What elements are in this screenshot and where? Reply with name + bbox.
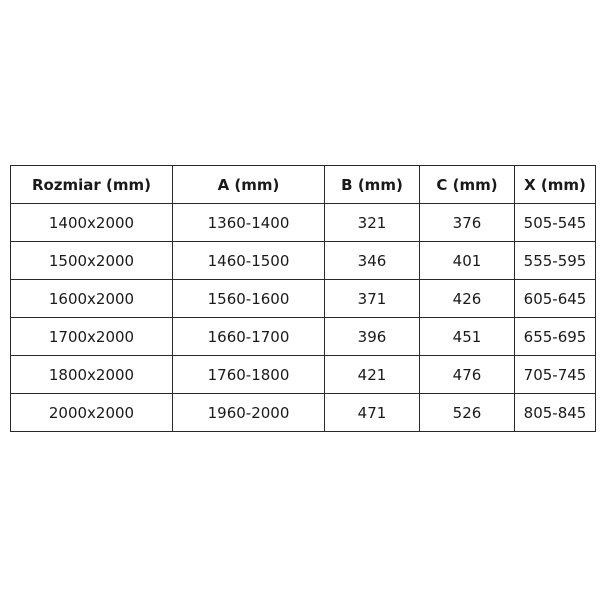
header-x: X (mm) xyxy=(515,166,596,204)
cell-x: 655-695 xyxy=(515,318,596,356)
cell-a: 1760-1800 xyxy=(173,356,325,394)
cell-b: 346 xyxy=(325,242,420,280)
cell-a: 1660-1700 xyxy=(173,318,325,356)
table-row xyxy=(11,394,596,432)
cell-x: 555-595 xyxy=(515,242,596,280)
cell-c: 476 xyxy=(420,356,515,394)
cell-b: 396 xyxy=(325,318,420,356)
cell-b: 321 xyxy=(325,204,420,242)
cell-size: 1400x2000 xyxy=(11,204,173,242)
table-row xyxy=(11,204,596,242)
cell-b: 471 xyxy=(325,394,420,432)
table-row xyxy=(11,318,596,356)
dimensions-table xyxy=(10,165,596,432)
cell-size: 1700x2000 xyxy=(11,318,173,356)
cell-x: 505-545 xyxy=(515,204,596,242)
cell-size: 2000x2000 xyxy=(11,394,173,432)
cell-x: 705-745 xyxy=(515,356,596,394)
cell-c: 426 xyxy=(420,280,515,318)
cell-size: 1500x2000 xyxy=(11,242,173,280)
cell-a: 1560-1600 xyxy=(173,280,325,318)
cell-a: 1460-1500 xyxy=(173,242,325,280)
cell-b: 371 xyxy=(325,280,420,318)
cell-size: 1800x2000 xyxy=(11,356,173,394)
header-c: C (mm) xyxy=(420,166,515,204)
header-b: B (mm) xyxy=(325,166,420,204)
table-row xyxy=(11,356,596,394)
cell-a: 1360-1400 xyxy=(173,204,325,242)
cell-x: 605-645 xyxy=(515,280,596,318)
cell-b: 421 xyxy=(325,356,420,394)
cell-a: 1960-2000 xyxy=(173,394,325,432)
cell-size: 1600x2000 xyxy=(11,280,173,318)
table-row xyxy=(11,280,596,318)
header-size: Rozmiar (mm) xyxy=(11,166,173,204)
cell-c: 376 xyxy=(420,204,515,242)
table-row xyxy=(11,242,596,280)
cell-c: 451 xyxy=(420,318,515,356)
table-header-row xyxy=(11,166,596,204)
cell-c: 401 xyxy=(420,242,515,280)
cell-c: 526 xyxy=(420,394,515,432)
cell-x: 805-845 xyxy=(515,394,596,432)
header-a: A (mm) xyxy=(173,166,325,204)
